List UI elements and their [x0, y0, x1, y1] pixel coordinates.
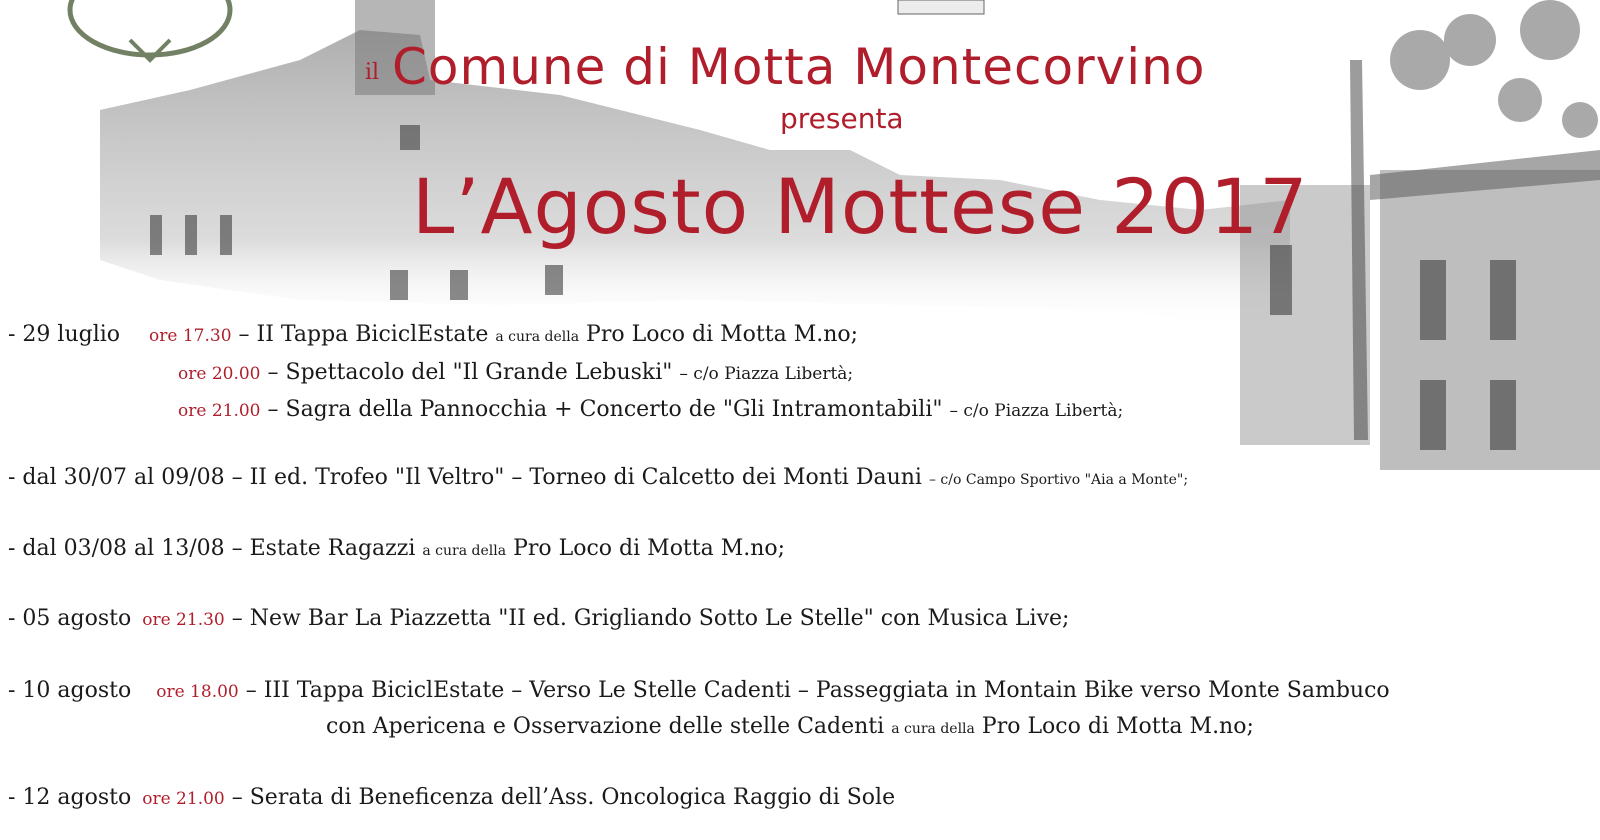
event-time: ore 21.30 — [142, 610, 225, 630]
event-text: – Estate Ragazzi — [231, 536, 416, 561]
event-text-small: a cura della — [495, 329, 580, 345]
event-text: Pro Loco di Motta M.no; — [586, 322, 859, 347]
event-text-small: a cura della — [891, 721, 975, 737]
event-10-agosto-line-1 — [8, 678, 1390, 703]
event-text-small: a cura della — [422, 543, 507, 559]
event-date: - 05 agosto — [8, 606, 132, 631]
event-date: - 10 agosto — [8, 678, 132, 703]
event-10-agosto-line-2 — [326, 714, 1254, 739]
header-il: il — [365, 60, 380, 85]
event-text: – Spettacolo del "Il Grande Lebuski" — [267, 360, 673, 385]
event-time: ore 17.30 — [149, 326, 232, 346]
header-presenta: presenta — [780, 102, 904, 135]
event-05-agosto — [8, 606, 1069, 631]
event-text: – Serata di Beneficenza dell’Ass. Oncologica Raggio di Sole — [231, 785, 896, 810]
event-date: - 29 luglio — [8, 322, 121, 347]
event-29-luglio-line-3 — [178, 397, 1123, 422]
event-30-07-09-08 — [8, 465, 1188, 490]
event-date: - 12 agosto — [8, 785, 132, 810]
event-text-small: – c/o Piazza Libertà; — [949, 401, 1124, 421]
event-text: – Sagra della Pannocchia + Concerto de "Gli Intramontabili" — [267, 397, 943, 422]
event-29-luglio-line-1 — [8, 322, 858, 347]
event-12-agosto — [8, 785, 895, 810]
event-time: ore 21.00 — [178, 401, 261, 421]
event-text: – III Tappa BiciclEstate – Verso Le Stelle Cadenti – Passeggiata in Montain Bike verso Monte Sambuco — [245, 678, 1390, 703]
event-text: con Apericena e Osservazione delle stelle Cadenti — [326, 714, 885, 739]
event-time: ore 21.00 — [142, 789, 225, 809]
event-text: – New Bar La Piazzetta "II ed. Grigliando Sotto Le Stelle" con Musica Live; — [231, 606, 1070, 631]
event-text: Pro Loco di Motta M.no; — [513, 536, 786, 561]
event-text-small: – c/o Piazza Libertà; — [679, 364, 854, 384]
event-text: Pro Loco di Motta M.no; — [981, 714, 1254, 739]
event-text-small: – c/o Campo Sportivo "Aia a Monte"; — [928, 472, 1189, 488]
event-time: ore 18.00 — [156, 682, 239, 702]
event-time: ore 20.00 — [178, 364, 261, 384]
page-title: L’Agosto Mottese 2017 — [412, 162, 1309, 251]
event-text: – II ed. Trofeo "Il Veltro" – Torneo di Calcetto dei Monti Dauni — [231, 465, 922, 490]
event-date: - dal 03/08 al 13/08 — [8, 536, 225, 561]
event-text: – II Tappa BiciclEstate — [238, 322, 489, 347]
header-comune: Comune di Motta Montecorvino — [392, 38, 1206, 96]
event-03-08-13-08 — [8, 536, 785, 561]
event-date: - dal 30/07 al 09/08 — [8, 465, 225, 490]
event-29-luglio-line-2 — [178, 360, 853, 385]
